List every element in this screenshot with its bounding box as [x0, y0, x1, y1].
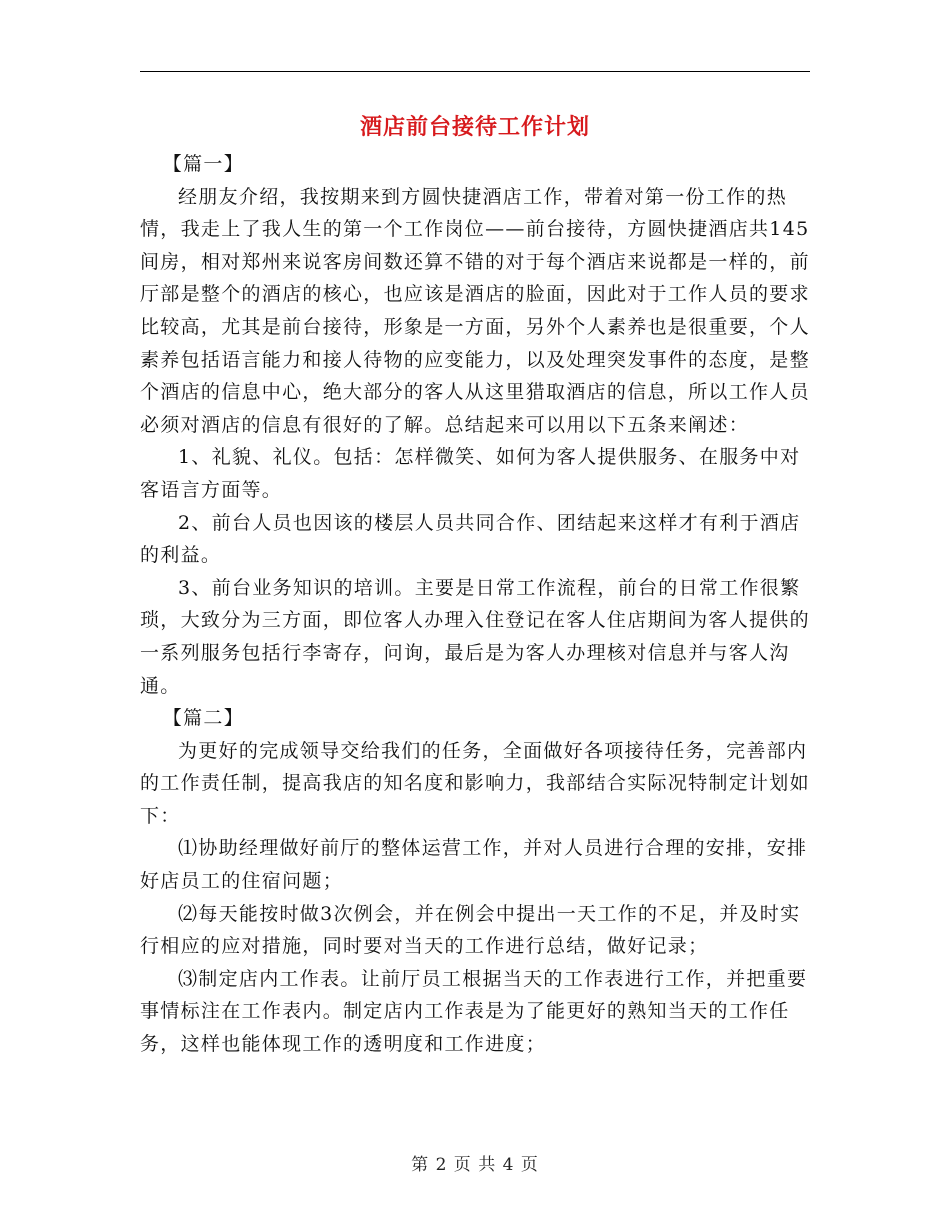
paragraph: 为更好的完成领导交给我们的任务，全面做好各项接待任务，完善部内的工作责任制，提高我店的知名度和影响力，我部结合实际况特制定计划如下：: [140, 739, 810, 827]
plan-item-1: ⑴协助经理做好前厅的整体运营工作，并对人员进行合理的安排，安排好店员工的住宿问题；: [140, 837, 808, 893]
list-item-3: 3、前台业务知识的培训。主要是日常工作流程，前台的日常工作很繁琐，大致分为三方面，即位客人办理入住登记在客人住店期间为客人提供的一系列服务包括行李寄存，问询，最后是为客人办理核对信息并与客人沟通。: [140, 576, 810, 697]
list-item-1: 1、礼貌、礼仪。包括：怎样微笑、如何为客人提供服务、在服务中对客语言方面等。: [140, 446, 801, 501]
plan-item-3: ⑶制定店内工作表。让前厅员工根据当天的工作表进行工作，并把重要事情标注在工作表内。制定店内工作表是为了能更好的熟知当天的工作任务，这样也能体现工作的透明度和工作进度；: [140, 967, 808, 1056]
document-body: [140, 148, 810, 1061]
section-heading-2: 【篇二】: [162, 707, 244, 730]
document-title: 酒店前台接待工作计划: [359, 114, 590, 140]
paragraph: 经朋友介绍，我按期来到方圆快捷酒店工作，带着对第一份工作的热情，我走上了我人生的第一个工作岗位——前台接待，方圆快捷酒店共145间房，相对郑州来说客房间数还算不错的对于每个酒店来说都是一样的，前厅部是整个的酒店的核心，也应该是酒店的脸面，因此对于工作人员的要求比较高，尤其是前台接待，形象是一方面，另外个人素养也是很重要，个人素养包括语言能力和接人待物的应变能力，以及处理突发事件的态度，是整个酒店的信息中心，绝大部分的客人从这里猎取酒店的信息，所以工作人员必须对酒店的信息有很好的了解。总结起来可以用以下五条来阐述：: [140, 185, 810, 436]
plan-item-2: ⑵每天能按时做3次例会，并在例会中提出一天工作的不足，并及时实行相应的应对措施，同时要对当天的工作进行总结，做好记录；: [140, 902, 801, 958]
list-item-2: 2、前台人员也因该的楼层人员共同合作、团结起来这样才有利于酒店的利益。: [140, 511, 801, 567]
page-number: 第 2 页 共 4 页: [411, 1155, 539, 1175]
header-rule: [140, 71, 810, 72]
section-heading-1: 【篇一】: [162, 153, 244, 175]
